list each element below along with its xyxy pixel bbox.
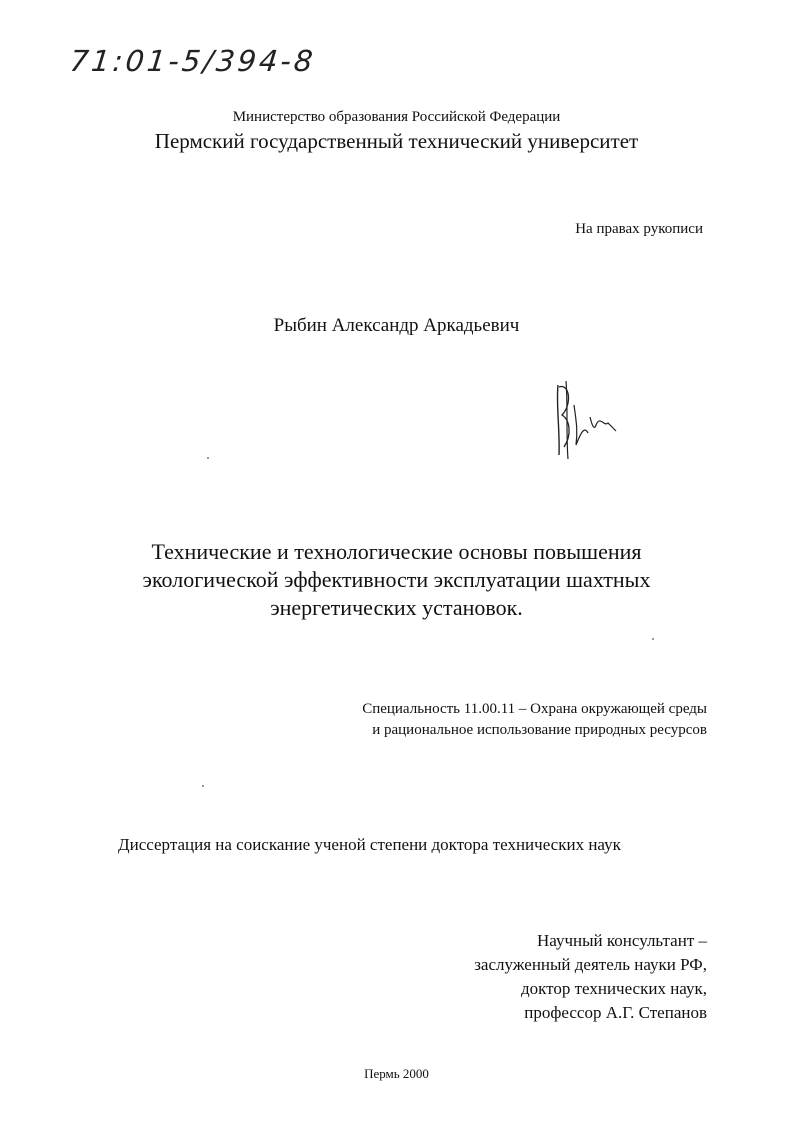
university-name: Пермский государственный технический университет (154, 129, 639, 153)
archive-number: 71:01-5/394-8 (68, 44, 318, 78)
rights-note: На правах рукописи (575, 221, 703, 237)
scan-speck (207, 457, 209, 459)
consultant-line: Научный консультант – (537, 931, 707, 950)
title-line: Технические и технологические основы повышения (151, 539, 642, 564)
specialty-line: и рациональное использование природных ресурсов (372, 722, 707, 738)
author-name: Рыбин Александр Аркадьевич (273, 315, 520, 336)
specialty-line: Специальность 11.00.11 – Охрана окружающей среды (362, 701, 707, 717)
title-line: энергетических установок. (270, 595, 523, 620)
consultant-block (474, 929, 707, 1025)
signature-icon (550, 375, 630, 465)
ministry-name: Министерство образования Российской Федерации (232, 109, 561, 125)
specialty-block (362, 699, 707, 741)
dissertation-title (0, 538, 793, 622)
degree-statement: Диссертация на соискание ученой степени доктора технических наук (118, 835, 621, 854)
scan-speck (202, 785, 204, 787)
consultant-line: заслуженный деятель науки РФ, (474, 955, 707, 974)
consultant-line: доктор технических наук, (520, 979, 707, 998)
city-year: Пермь 2000 (364, 1066, 429, 1081)
scan-speck (652, 638, 654, 640)
title-line: экологической эффективности эксплуатации шахтных (142, 567, 651, 592)
consultant-line: профессор А.Г. Степанов (524, 1003, 707, 1022)
